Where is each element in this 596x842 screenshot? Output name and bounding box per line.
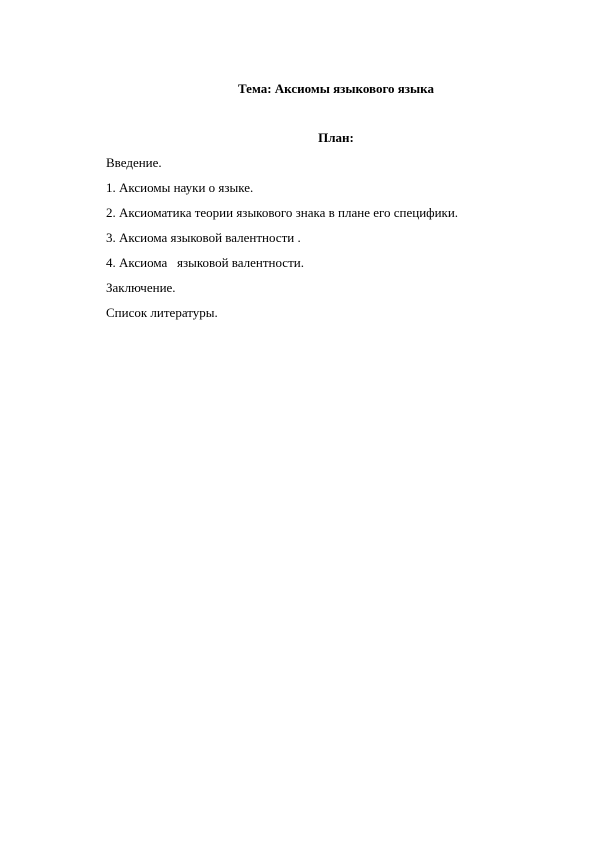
plan-item-2: 2. Аксиоматика теории языкового знака в плане его специфики. [106, 205, 459, 220]
plan-item-introduction: Введение. [106, 155, 162, 170]
plan-list [106, 150, 458, 325]
plan-heading: План: [318, 130, 354, 145]
plan-item-3: 3. Аксиома языковой валентности . [106, 230, 301, 245]
plan-item-4: 4. Аксиома языковой валентности. [106, 255, 304, 270]
plan-item-bibliography: Список литературы. [106, 305, 218, 320]
plan-item-1: 1. Аксиомы науки о языке. [106, 180, 254, 195]
document-title: Тема: Аксиомы языкового языка [238, 81, 434, 96]
plan-item-conclusion: Заключение. [106, 280, 176, 295]
